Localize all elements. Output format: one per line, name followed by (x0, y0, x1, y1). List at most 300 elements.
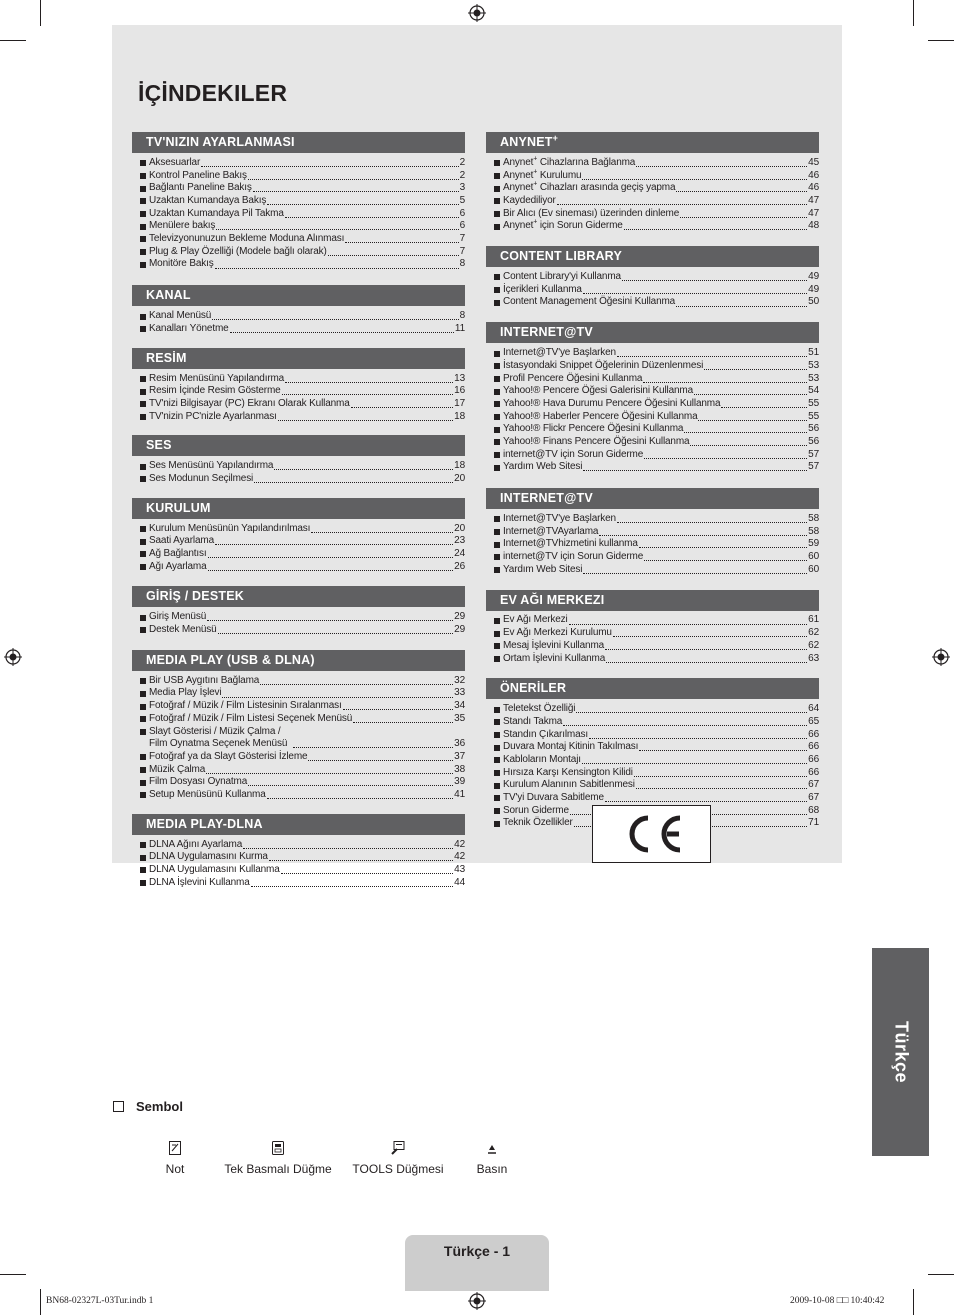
toc-entry-text: Ortam İşlevini Kullanma (503, 652, 606, 664)
toc-section (486, 322, 819, 474)
toc-entry[interactable] (494, 653, 819, 666)
toc-entry[interactable] (494, 347, 819, 360)
toc-entry[interactable] (494, 297, 819, 310)
leader-dots (285, 373, 453, 383)
toc-entry[interactable] (494, 627, 819, 640)
toc-section-heading (486, 246, 819, 267)
symbol-note-label: Not (165, 1162, 185, 1176)
toc-entry-text: Kurulum Menüsünün Yapılandırılması (149, 522, 311, 534)
bullet-square-icon (494, 363, 500, 369)
leader-dots (222, 688, 453, 698)
toc-page-number: 8 (459, 258, 465, 270)
toc-entry-text: İstasyondaki Snippet Öğelerinin Düzenlenmesi (503, 359, 704, 371)
toc-entry[interactable] (140, 675, 465, 688)
toc-section (132, 650, 465, 802)
toc-entry[interactable] (494, 729, 819, 742)
toc-entry-text: Saati Ayarlama (149, 535, 214, 547)
toc-item-list (132, 671, 465, 802)
toc-entry-text: Media Play İşlevi (149, 687, 222, 699)
leader-dots (274, 460, 453, 470)
bullet-square-icon (140, 716, 146, 722)
toc-entry[interactable] (140, 411, 465, 424)
toc-entry-text: Resim Menüsünü Yapılandırma (149, 372, 285, 384)
toc-section-heading-text: INTERNET@TV (500, 491, 593, 506)
toc-entry[interactable] (494, 640, 819, 653)
bullet-square-icon (494, 224, 500, 230)
toc-entry-text: Internet@TV'ye Başlarken (503, 513, 616, 525)
bullet-square-icon (494, 631, 500, 637)
toc-page-number: 59 (808, 538, 819, 550)
toc-entry[interactable] (494, 373, 819, 386)
leader-dots (599, 526, 807, 536)
toc-entry[interactable] (494, 716, 819, 729)
page-number-tab (405, 1235, 549, 1291)
leader-dots (636, 157, 807, 167)
toc-entry[interactable] (140, 246, 465, 259)
bullet-square-icon (140, 792, 146, 798)
bullet-square-icon (494, 567, 500, 573)
toc-item-list (132, 456, 465, 485)
toc-section (486, 590, 819, 666)
toc-entry[interactable] (140, 157, 465, 170)
toc-page-number: 46 (808, 169, 819, 181)
toc-section-heading (486, 488, 819, 509)
toc-page-number: 66 (808, 766, 819, 778)
bullet-square-icon (140, 211, 146, 217)
toc-page-number: 62 (808, 627, 819, 639)
toc-entry[interactable] (494, 792, 819, 805)
leader-dots (613, 627, 807, 637)
leader-dots (215, 535, 453, 545)
toc-entry[interactable] (140, 373, 465, 386)
bullet-square-icon (494, 516, 500, 522)
toc-page-number: 48 (808, 220, 819, 232)
toc-entry[interactable] (140, 220, 465, 233)
note-icon (169, 1141, 181, 1155)
crop-mark (928, 1274, 954, 1275)
leader-dots (617, 513, 807, 523)
toc-entry-text: Ses Menüsünü Yapılandırma (149, 460, 274, 472)
toc-entry[interactable] (140, 877, 465, 890)
toc-section-heading (132, 586, 465, 607)
bullet-square-icon (140, 160, 146, 166)
bullet-square-icon (140, 704, 146, 710)
registration-mark-icon (4, 648, 22, 666)
leader-dots (201, 157, 458, 167)
toc-entry-text: Standın Çıkarılması (503, 728, 588, 740)
crop-mark (928, 40, 954, 41)
bullet-square-icon (140, 729, 146, 735)
bullet-square-icon (494, 745, 500, 751)
toc-entry[interactable] (140, 688, 465, 701)
toc-entry[interactable] (140, 751, 465, 764)
toc-page-number: 18 (454, 410, 465, 422)
toc-entry[interactable] (140, 700, 465, 713)
symbol-tools (349, 1140, 447, 1176)
toc-entry[interactable] (140, 561, 465, 574)
toc-entry-text: Televizyonunuzun Bekleme Moduna Alınması (149, 233, 345, 245)
toc-entry-continued[interactable] (140, 738, 465, 751)
leader-dots (267, 195, 458, 205)
toc-entry-text: internet@TV için Sorun Giderme (503, 551, 644, 563)
toc-page-number: 13 (454, 372, 465, 384)
toc-item-list (486, 611, 819, 666)
toc-item-list (486, 509, 819, 576)
leader-dots (676, 182, 807, 192)
toc-entry[interactable] (494, 284, 819, 297)
toc-page-number: 17 (454, 397, 465, 409)
toc-entry-text: TV'nizin PC'nizle Ayarlanması (149, 410, 277, 422)
bullet-square-icon (140, 678, 146, 684)
toc-page-number: 60 (808, 563, 819, 575)
toc-column-left (132, 120, 465, 889)
crop-mark (40, 1289, 41, 1315)
toc-page-number: 67 (808, 779, 819, 791)
leader-dots (634, 767, 807, 777)
bullet-square-icon (140, 867, 146, 873)
toc-entry[interactable] (494, 360, 819, 373)
toc-section-heading (132, 650, 465, 671)
leader-dots (253, 182, 459, 192)
toc-page-number: 26 (454, 560, 465, 572)
bullet-square-icon (140, 173, 146, 179)
bullet-square-icon (140, 262, 146, 268)
symbol-heading-label: Sembol (136, 1099, 183, 1114)
bullet-square-icon (494, 452, 500, 458)
toc-page-number: 67 (808, 792, 819, 804)
toc-entry-text: Menülere bakış (149, 220, 216, 232)
registration-mark-icon (932, 648, 950, 666)
toc-section-heading (132, 814, 465, 835)
bullet-square-icon (140, 842, 146, 848)
toc-entry[interactable] (494, 436, 819, 449)
toc-entry[interactable] (494, 564, 819, 577)
toc-entry[interactable] (494, 779, 819, 792)
toc-page-number: 58 (808, 525, 819, 537)
toc-entry[interactable] (494, 271, 819, 284)
leader-dots (251, 877, 454, 887)
leader-dots (606, 653, 807, 663)
toc-entry-text: Uzaktan Kumandaya Pil Takma (149, 207, 284, 219)
toc-entry[interactable] (494, 615, 819, 628)
toc-item-list (486, 343, 819, 474)
leader-dots (254, 473, 453, 483)
registration-mark-icon (468, 1292, 486, 1310)
toc-page-number: 68 (808, 804, 819, 816)
toc-entry[interactable] (140, 259, 465, 272)
toc-entry-text: Internet@TV'ye Başlarken (503, 347, 616, 359)
bullet-square-icon (140, 551, 146, 557)
leader-dots (260, 675, 453, 685)
toc-section-heading-text: KURULUM (146, 500, 211, 515)
toc-entry[interactable] (494, 195, 819, 208)
toc-entry[interactable] (494, 208, 819, 221)
toc-entry[interactable] (140, 233, 465, 246)
toc-entry[interactable] (140, 624, 465, 637)
leader-dots (680, 208, 807, 218)
toc-entry[interactable] (140, 535, 465, 548)
toc-page-number: 44 (454, 876, 465, 888)
tools-button-icon (391, 1141, 405, 1155)
bullet-square-icon (140, 314, 146, 320)
toc-page-number: 29 (454, 611, 465, 623)
toc-entry-text: Profil Pencere Öğesini Kullanma (503, 372, 643, 384)
toc-entry[interactable] (494, 551, 819, 564)
toc-page-number: 66 (808, 728, 819, 740)
toc-entry[interactable] (494, 411, 819, 424)
toc-entry-text: Müzik Çalma (149, 763, 206, 775)
toc-entry-text: Sorun Giderme (503, 804, 569, 816)
entry-superscript: + (533, 168, 538, 176)
toc-page-number: 16 (454, 385, 465, 397)
toc-entry-text: Content Management Öğesini Kullanma (503, 296, 676, 308)
symbol-heading (113, 1099, 183, 1114)
symbol-press-label: Basın (476, 1162, 508, 1176)
leader-dots (269, 851, 453, 861)
toc-entry[interactable] (494, 398, 819, 411)
toc-page-number: 7 (459, 233, 465, 245)
leader-dots (569, 615, 808, 625)
toc-page-number: 53 (808, 359, 819, 371)
toc-page-number: 56 (808, 435, 819, 447)
toc-entry[interactable] (140, 398, 465, 411)
toc-page-number: 11 (454, 322, 465, 334)
toc-entry[interactable] (140, 789, 465, 802)
toc-page-number: 36 (454, 738, 465, 750)
leader-dots (636, 779, 807, 789)
bullet-square-icon (494, 198, 500, 204)
leader-dots (353, 713, 453, 723)
symbol-one-touch-label: Tek Basmalı Düğme (224, 1162, 332, 1176)
toc-page-number: 38 (454, 763, 465, 775)
toc-page-number: 61 (808, 614, 819, 626)
toc-entry-text: Kanal Menüsü (149, 310, 212, 322)
toc-page-number: 35 (454, 712, 465, 724)
leader-dots (583, 461, 807, 471)
toc-entry[interactable] (140, 208, 465, 221)
toc-page-number: 8 (459, 310, 465, 322)
toc-entry[interactable] (140, 182, 465, 195)
toc-entry[interactable] (140, 170, 465, 183)
bullet-square-icon (140, 754, 146, 760)
toc-section-heading (132, 348, 465, 369)
press-icon (487, 1142, 497, 1154)
leader-dots (644, 551, 807, 561)
leader-dots (644, 449, 807, 459)
bullet-square-icon (494, 439, 500, 445)
leader-dots (639, 741, 807, 751)
toc-entry[interactable] (494, 741, 819, 754)
toc-entry-text: Resim İçinde Resim Gösterme (149, 385, 281, 397)
bullet-square-icon (140, 767, 146, 773)
toc-item-list (132, 835, 465, 890)
toc-section-heading-text: SES (146, 438, 172, 453)
toc-entry[interactable] (494, 449, 819, 462)
toc-page-number: 6 (459, 220, 465, 232)
toc-entry[interactable] (494, 703, 819, 716)
toc-entry[interactable] (140, 385, 465, 398)
bullet-square-icon (140, 780, 146, 786)
toc-section-heading (486, 590, 819, 611)
toc-entry-text: Anynet+ Kurulumu (503, 168, 582, 181)
page-title: İÇİNDEKILER (138, 80, 288, 106)
toc-section (132, 132, 465, 271)
toc-entry[interactable] (140, 523, 465, 536)
toc-entry-text: Bir USB Aygıtını Bağlama (149, 674, 260, 686)
toc-entry[interactable] (140, 764, 465, 777)
leader-dots (281, 864, 454, 874)
leader-dots (563, 716, 807, 726)
leader-dots (617, 347, 807, 357)
bullet-square-icon (140, 414, 146, 420)
toc-page-number: 55 (808, 397, 819, 409)
leader-dots (583, 564, 807, 574)
toc-section-heading (486, 678, 819, 699)
bullet-square-icon (494, 719, 500, 725)
toc-entry[interactable] (494, 423, 819, 436)
leader-dots (216, 220, 458, 230)
bullet-square-icon (140, 186, 146, 192)
toc-entry-text: Yahoo!® Haberler Pencere Öğesini Kullanma (503, 410, 698, 422)
toc-entry[interactable] (140, 726, 465, 739)
toc-entry[interactable] (140, 713, 465, 726)
toc-entry[interactable] (140, 195, 465, 208)
bullet-square-icon (494, 173, 500, 179)
entry-superscript: + (533, 155, 538, 163)
leader-dots (212, 310, 458, 320)
toc-entry-text: Yahoo!® Flickr Pencere Öğesini Kullanma (503, 423, 684, 435)
toc-entry[interactable] (140, 864, 465, 877)
toc-section-heading (486, 322, 819, 343)
toc-page-number: 29 (454, 624, 465, 636)
toc-section (486, 246, 819, 309)
toc-entry[interactable] (140, 839, 465, 852)
toc-page-number: 45 (808, 156, 819, 168)
toc-page-number: 7 (459, 245, 465, 257)
toc-entry[interactable] (140, 548, 465, 561)
toc-entry-text: Yahoo!® Finans Pencere Öğesini Kullanma (503, 435, 690, 447)
toc-entry[interactable] (140, 851, 465, 864)
toc-entry-text: Fotoğraf / Müzik / Film Listesi Seçenek Menüsü (149, 712, 353, 724)
toc-entry[interactable] (494, 513, 819, 526)
toc-item-list (132, 519, 465, 574)
leader-dots (694, 385, 807, 395)
bullet-square-icon (494, 554, 500, 560)
toc-entry[interactable] (494, 170, 819, 183)
toc-entry[interactable] (494, 754, 819, 767)
bullet-square-icon (494, 401, 500, 407)
bullet-square-icon (140, 224, 146, 230)
bullet-square-icon (140, 464, 146, 470)
leader-dots (267, 789, 454, 799)
toc-page-number: 18 (454, 460, 465, 472)
toc-page-number: 2 (459, 156, 465, 168)
leader-dots (676, 297, 807, 307)
leader-dots (248, 170, 459, 180)
toc-entry-text: Yardım Web Sitesi (503, 563, 583, 575)
toc-entry-text: Setup Menüsünü Kullanma (149, 788, 266, 800)
toc-entry[interactable] (140, 310, 465, 323)
toc-entry-text: Ağ Bağlantısı (149, 548, 207, 560)
leader-dots (208, 561, 454, 571)
toc-page-number: 64 (808, 703, 819, 715)
toc-entry-text: Ev Ağı Merkezi (503, 614, 568, 626)
checkbox-bullet-icon (113, 1101, 124, 1112)
bullet-square-icon (494, 618, 500, 624)
leader-dots (684, 423, 807, 433)
registration-mark-icon (468, 4, 486, 22)
toc-page-number: 32 (454, 674, 465, 686)
toc-entry-text: Kabloların Montajı (503, 753, 581, 765)
bullet-square-icon (140, 627, 146, 633)
bullet-square-icon (140, 401, 146, 407)
one-touch-button-icon (272, 1141, 284, 1155)
toc-page-number: 62 (808, 639, 819, 651)
toc-section (132, 814, 465, 890)
toc-section-heading-text: GİRİŞ / DESTEK (146, 589, 244, 604)
leader-dots (293, 738, 453, 748)
toc-entry[interactable] (494, 220, 819, 233)
leader-dots (207, 611, 453, 621)
toc-entry[interactable] (494, 385, 819, 398)
toc-entry-text: Teletekst Özelliği (503, 703, 576, 715)
toc-page-number: 20 (454, 472, 465, 484)
leader-dots (704, 360, 807, 370)
toc-entry[interactable] (140, 473, 465, 486)
bullet-square-icon (494, 529, 500, 535)
toc-entry[interactable] (494, 538, 819, 551)
toc-entry[interactable] (494, 461, 819, 474)
toc-item-list (132, 153, 465, 271)
toc-section-heading (486, 132, 819, 153)
toc-page-number: 50 (808, 296, 819, 308)
toc-entry[interactable] (494, 767, 819, 780)
toc-entry-text: DLNA Ağını Ayarlama (149, 838, 243, 850)
leader-dots (218, 624, 454, 634)
toc-entry[interactable] (140, 323, 465, 336)
print-timestamp: 2009-10-08 □□ 10:40:42 (790, 1296, 885, 1306)
toc-page-number: 71 (808, 817, 819, 829)
leader-dots (215, 259, 459, 269)
symbol-tools-label: TOOLS Düğmesi (352, 1162, 444, 1176)
toc-page-number: 3 (459, 182, 465, 194)
bullet-square-icon (494, 351, 500, 357)
toc-entry[interactable] (140, 611, 465, 624)
toc-page-number: 24 (454, 548, 465, 560)
toc-entry-text: DLNA İşlevini Kullanma (149, 876, 250, 888)
toc-entry-text: DLNA Uygulamasını Kurma (149, 851, 268, 863)
toc-entry[interactable] (140, 460, 465, 473)
toc-section-heading (132, 498, 465, 519)
leader-dots (576, 703, 807, 713)
bullet-square-icon (494, 656, 500, 662)
toc-entry[interactable] (494, 182, 819, 195)
entry-superscript: + (533, 219, 538, 227)
toc-entry[interactable] (494, 157, 819, 170)
toc-entry-text: Kontrol Paneline Bakış (149, 169, 247, 181)
crop-mark (913, 1289, 914, 1315)
toc-page-number: 65 (808, 715, 819, 727)
bullet-square-icon (494, 389, 500, 395)
bullet-square-icon (140, 376, 146, 382)
crop-mark (0, 40, 26, 41)
leader-dots (248, 776, 453, 786)
toc-page-number: 39 (454, 776, 465, 788)
toc-page-number: 46 (808, 182, 819, 194)
leader-dots (582, 754, 807, 764)
toc-entry[interactable] (494, 526, 819, 539)
toc-entry[interactable] (140, 776, 465, 789)
